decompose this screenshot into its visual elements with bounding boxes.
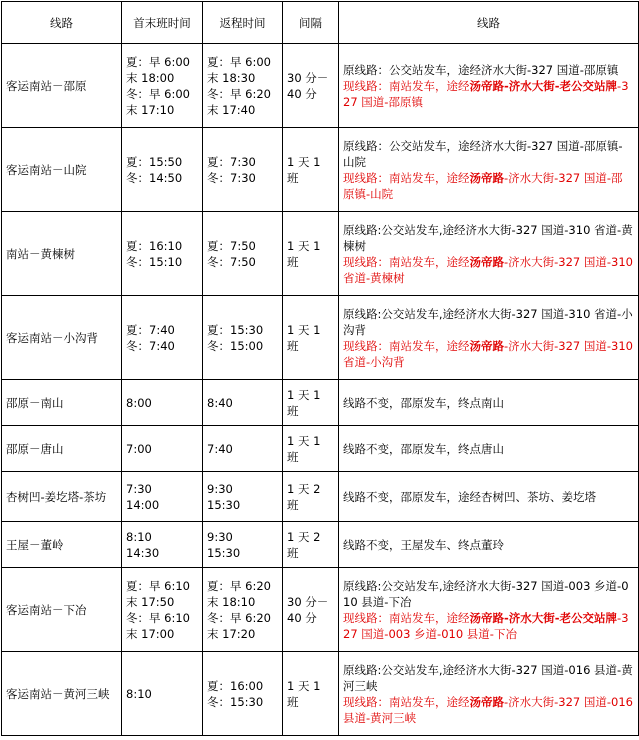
first-last-time: 末 17:10 — [126, 102, 175, 117]
return-time: 冬：早 6:20 — [207, 610, 271, 625]
first-last-time: 末 17:50 — [126, 594, 175, 609]
interval-cell: 1 天 1 班 — [283, 296, 339, 380]
new-route-highlight: 汤帝路 — [469, 170, 504, 185]
route-desc-cell — [339, 128, 639, 212]
new-route-text — [343, 694, 634, 726]
table-row — [2, 568, 639, 652]
table-row — [2, 472, 639, 522]
interval-cell: 30 分－40 分 — [283, 44, 339, 128]
interval-cell: 1 天 1 班 — [283, 652, 339, 736]
header-first-last: 首末班时间 — [122, 2, 203, 44]
new-route-suffix: -济水大街-327 国道-016 县道-黄河三峡 — [343, 694, 634, 725]
new-route-suffix: -济水大街-327 国道-310 省道-小沟背 — [343, 338, 634, 369]
new-route-text — [343, 254, 634, 286]
first-last-time: 8:00 — [126, 395, 152, 410]
route-name-cell: 邵原－唐山 — [2, 426, 122, 472]
return-time-cell — [203, 472, 283, 522]
route-name-cell: 客运南站－下冶 — [2, 568, 122, 652]
route-desc-cell — [339, 472, 639, 522]
new-route-highlight: 汤帝路 — [469, 254, 504, 269]
original-route-text: 原线路:公交站发车,途经济水大街-327 国道-003 乡道-010 县道-下冶 — [343, 578, 629, 609]
return-time: 冬：15:30 — [207, 694, 264, 709]
first-last-time: 夏：早 6:10 — [126, 578, 190, 593]
route-name-cell: 客运南站－黄河三峡 — [2, 652, 122, 736]
interval-cell: 1 天 1 班 — [283, 128, 339, 212]
return-time: 15:30 — [207, 497, 241, 512]
new-route-text — [343, 338, 634, 370]
original-route-text: 原线路:公交站发车,途经济水大街-327 国道-016 县道-黄河三峡 — [343, 662, 633, 693]
new-route-text — [343, 610, 634, 642]
interval-cell: 1 天 2 班 — [283, 522, 339, 568]
new-route-highlight: 汤帝路-济水大街-老公交站牌 — [469, 610, 618, 625]
new-route-prefix: 现线路：南站发车，途经 — [343, 254, 470, 269]
route-name-cell: 客运南站－邵原 — [2, 44, 122, 128]
route-name-cell: 杏树凹-姜圪塔-茶坊 — [2, 472, 122, 522]
new-route-suffix: -济水大街-327 国道-邵原镇-山院 — [343, 170, 623, 201]
return-time: 9:30 — [207, 529, 233, 544]
first-last-cell — [122, 128, 203, 212]
original-route-text: 线路不变，邵原发车，途经杏树凹、茶坊、姜圪塔 — [343, 489, 596, 504]
return-time-cell — [203, 652, 283, 736]
new-route-highlight: 汤帝路 — [469, 694, 504, 709]
table-row — [2, 44, 639, 128]
first-last-cell — [122, 652, 203, 736]
table-row — [2, 652, 639, 736]
first-last-time: 夏：16:10 — [126, 238, 183, 253]
first-last-time: 冬：14:50 — [126, 170, 183, 185]
interval-cell: 1 天 1 班 — [283, 426, 339, 472]
first-last-time: 夏：7:40 — [126, 322, 175, 337]
first-last-time: 末 18:00 — [126, 70, 175, 85]
route-desc-cell — [339, 212, 639, 296]
header-interval: 间隔 — [283, 2, 339, 44]
first-last-time: 冬：7:40 — [126, 338, 175, 353]
new-route-prefix: 现线路：南站发车，途经 — [343, 694, 470, 709]
first-last-cell — [122, 472, 203, 522]
header-route: 线路 — [2, 2, 122, 44]
return-time: 冬：15:00 — [207, 338, 264, 353]
first-last-time: 夏：早 6:00 — [126, 54, 190, 69]
new-route-suffix: -济水大街-327 国道-310 省道-黄楝树 — [343, 254, 634, 285]
first-last-time: 夏：15:50 — [126, 154, 183, 169]
route-name-cell: 南站－黄楝树 — [2, 212, 122, 296]
route-name-cell: 邵原－南山 — [2, 380, 122, 426]
return-time-cell — [203, 568, 283, 652]
first-last-time: 8:10 — [126, 529, 152, 544]
route-desc-cell — [339, 652, 639, 736]
new-route-prefix: 现线路：南站发车，途经 — [343, 610, 470, 625]
return-time-cell — [203, 212, 283, 296]
first-last-cell — [122, 522, 203, 568]
table-row — [2, 128, 639, 212]
interval-cell: 30 分－40 分 — [283, 568, 339, 652]
first-last-time: 冬：15:10 — [126, 254, 183, 269]
return-time: 冬：早 6:20 — [207, 86, 271, 101]
route-name-cell: 客运南站－小沟背 — [2, 296, 122, 380]
route-desc-cell — [339, 426, 639, 472]
first-last-cell — [122, 296, 203, 380]
route-desc-cell — [339, 522, 639, 568]
return-time-cell — [203, 522, 283, 568]
return-time: 15:30 — [207, 545, 241, 560]
return-time: 7:40 — [207, 441, 233, 456]
interval-cell: 1 天 1 班 — [283, 212, 339, 296]
return-time: 夏：15:30 — [207, 322, 264, 337]
route-desc-cell — [339, 380, 639, 426]
first-last-time: 7:30 — [126, 481, 152, 496]
return-time: 末 17:40 — [207, 102, 256, 117]
new-route-suffix: -327 国道-003 乡道-010 县道-下冶 — [343, 610, 629, 641]
return-time: 夏：早 6:00 — [207, 54, 271, 69]
first-last-time: 14:00 — [126, 497, 160, 512]
route-desc-cell — [339, 44, 639, 128]
new-route-highlight: 汤帝路 — [469, 338, 504, 353]
interval-cell: 1 天 2 班 — [283, 472, 339, 522]
return-time: 夏：7:50 — [207, 238, 256, 253]
bus-route-table — [1, 1, 639, 736]
return-time: 末 18:10 — [207, 594, 256, 609]
first-last-cell — [122, 380, 203, 426]
original-route-text: 原线路:公交站发车,途经济水大街-327 国道-310 省道-小沟背 — [343, 306, 633, 337]
return-time: 冬：7:50 — [207, 254, 256, 269]
first-last-time: 8:10 — [126, 686, 152, 701]
route-name-cell: 王屋－董岭 — [2, 522, 122, 568]
new-route-suffix: -327 国道-邵原镇 — [343, 78, 629, 109]
new-route-prefix: 现线路：南站发车，途经 — [343, 338, 470, 353]
route-desc-cell — [339, 568, 639, 652]
route-desc-cell — [339, 296, 639, 380]
first-last-time: 末 17:00 — [126, 626, 175, 641]
first-last-cell — [122, 426, 203, 472]
new-route-text — [343, 78, 634, 110]
return-time-cell — [203, 426, 283, 472]
original-route-text: 原线路:公交站发车,途经济水大街-327 国道-310 省道-黄楝树 — [343, 222, 633, 253]
table-row — [2, 426, 639, 472]
first-last-cell — [122, 568, 203, 652]
return-time: 8:40 — [207, 395, 233, 410]
original-route-text: 线路不变，邵原发车，终点唐山 — [343, 441, 504, 456]
first-last-cell — [122, 212, 203, 296]
table-row — [2, 522, 639, 568]
first-last-time: 7:00 — [126, 441, 152, 456]
original-route-text: 线路不变，王屋发车、终点董玲 — [343, 537, 504, 552]
first-last-time: 冬：早 6:00 — [126, 86, 190, 101]
first-last-time: 14:30 — [126, 545, 160, 560]
table-row — [2, 212, 639, 296]
first-last-cell — [122, 44, 203, 128]
header-return: 返程时间 — [203, 2, 283, 44]
return-time: 夏：早 6:20 — [207, 578, 271, 593]
table-row — [2, 380, 639, 426]
first-last-time: 冬：早 6:10 — [126, 610, 190, 625]
original-route-text: 原线路：公交站发车，途经济水大街-327 国道-邵原镇-山院 — [343, 138, 623, 169]
route-name-cell: 客运南站－山院 — [2, 128, 122, 212]
table-row — [2, 296, 639, 380]
new-route-prefix: 现线路：南站发车，途经 — [343, 78, 470, 93]
return-time-cell — [203, 380, 283, 426]
header-route-desc: 线路 — [339, 2, 639, 44]
new-route-prefix: 现线路：南站发车，途经 — [343, 170, 470, 185]
return-time: 冬：7:30 — [207, 170, 256, 185]
return-time: 夏：16:00 — [207, 678, 264, 693]
new-route-highlight: 汤帝路-济水大街-老公交站牌 — [469, 78, 618, 93]
return-time: 末 18:30 — [207, 70, 256, 85]
return-time: 夏：7:30 — [207, 154, 256, 169]
return-time-cell — [203, 128, 283, 212]
original-route-text: 原线路：公交站发车，途经济水大街-327 国道-邵原镇 — [343, 62, 619, 77]
return-time: 末 17:20 — [207, 626, 256, 641]
return-time-cell — [203, 296, 283, 380]
original-route-text: 线路不变，邵原发车，终点南山 — [343, 395, 504, 410]
new-route-text — [343, 170, 634, 202]
return-time-cell — [203, 44, 283, 128]
return-time: 9:30 — [207, 481, 233, 496]
interval-cell: 1 天 1 班 — [283, 380, 339, 426]
